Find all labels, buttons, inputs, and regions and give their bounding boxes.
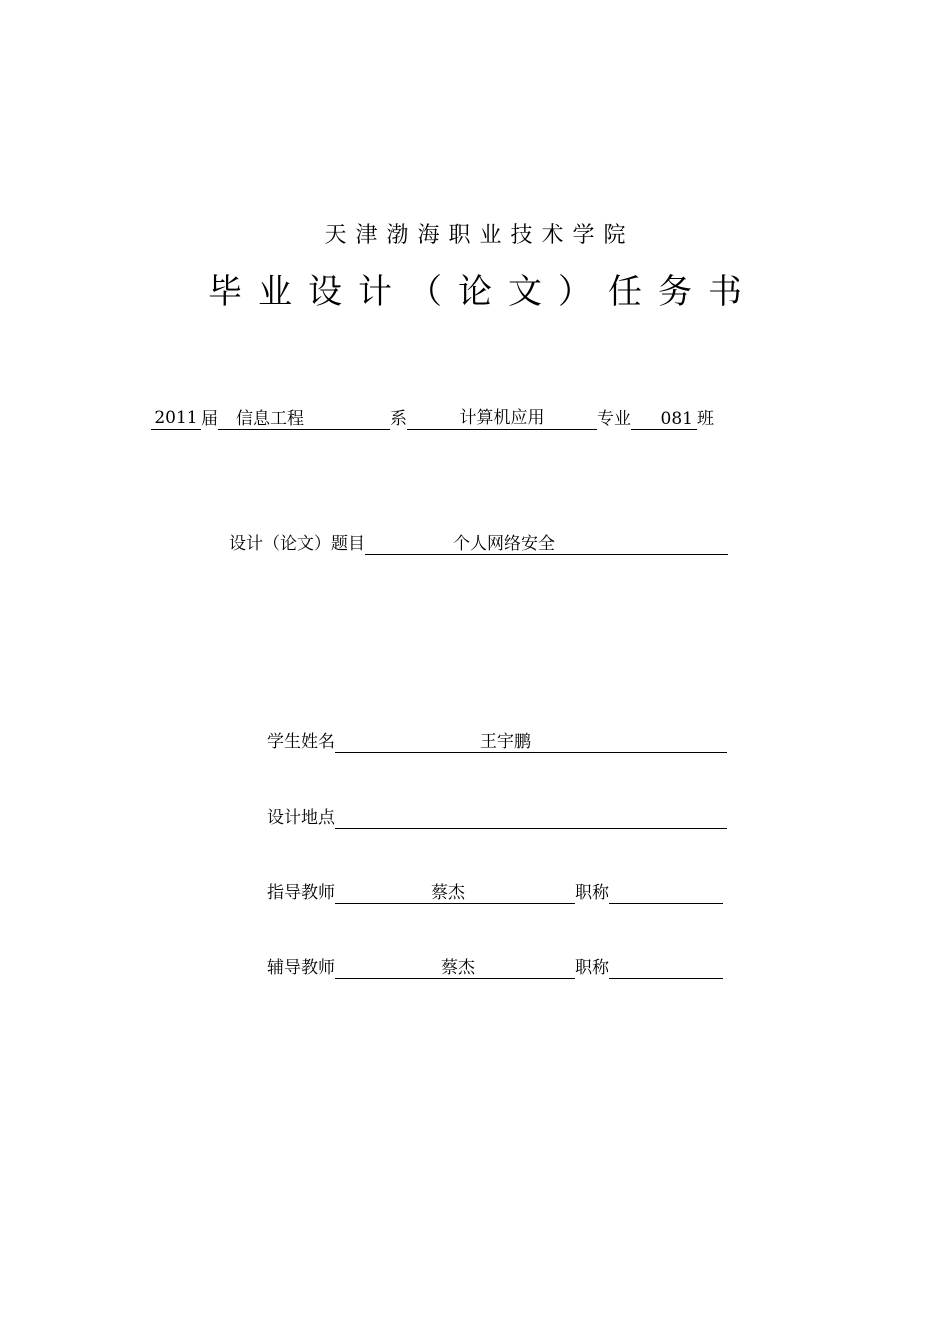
student-label: 学生姓名	[267, 732, 335, 752]
advisor-title-field	[609, 882, 723, 904]
place-field	[335, 807, 727, 829]
place-label: 设计地点	[267, 808, 335, 828]
year-field: 2011	[151, 408, 201, 430]
major-suffix: 专业	[597, 409, 631, 429]
tutor-title-field	[609, 957, 723, 979]
tutor-field: 蔡杰	[335, 958, 575, 979]
tutor-title-label: 职称	[575, 958, 609, 978]
year-suffix: 届	[201, 409, 218, 429]
document-title: 毕业设计（论文）任务书	[208, 272, 758, 312]
class-number-field: 081	[631, 409, 697, 430]
topic-field: 个人网络安全	[365, 534, 728, 555]
topic-label: 设计（论文）题目	[229, 534, 365, 554]
tutor-label: 辅导教师	[267, 958, 335, 978]
advisor-field: 蔡杰	[335, 883, 575, 904]
class-info-line	[151, 408, 714, 430]
tutor-line	[267, 957, 723, 979]
student-line	[267, 732, 727, 753]
advisor-title-label: 职称	[575, 883, 609, 903]
student-name-field: 王宇鹏	[335, 732, 727, 753]
school-name: 天津渤海职业技术学院	[324, 223, 635, 248]
class-suffix: 班	[697, 409, 714, 429]
department-field: 信息工程	[218, 409, 390, 430]
advisor-label: 指导教师	[267, 883, 335, 903]
department-suffix: 系	[390, 409, 407, 429]
topic-line	[229, 534, 728, 555]
major-field: 计算机应用	[407, 408, 597, 430]
place-line	[267, 807, 727, 829]
advisor-line	[267, 882, 723, 904]
